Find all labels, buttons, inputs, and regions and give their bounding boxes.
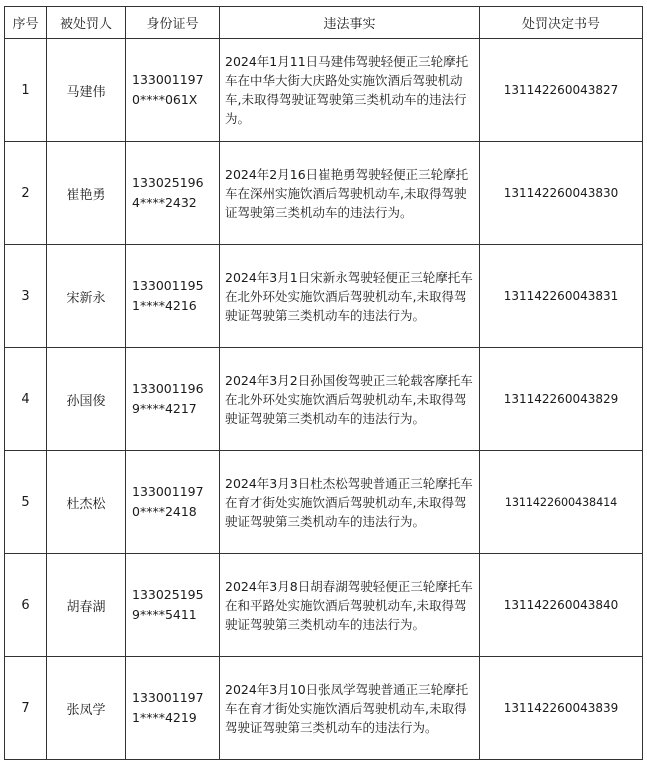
id-number-line2: 9****4217	[132, 401, 197, 416]
id-number-line1: 133025195	[132, 587, 204, 602]
id-number-line2: 9****5411	[132, 607, 197, 622]
decision-number: 131142260043830	[480, 142, 643, 245]
id-number-line2: 4****2432	[132, 195, 197, 210]
decision-number: 131142260043831	[480, 245, 643, 348]
decision-number: 131142260043839	[480, 657, 643, 760]
decision-number: 1311422600438414	[480, 451, 643, 554]
id-number-line1: 133001195	[132, 278, 204, 293]
person-name: 马建伟	[47, 39, 126, 142]
table-row	[5, 348, 643, 451]
id-number-line2: 0****061X	[132, 92, 198, 107]
row-index: 3	[5, 245, 47, 348]
header-decision-no: 处罚决定书号	[480, 7, 643, 39]
id-number-line1: 133001197	[132, 690, 204, 705]
table-row	[5, 39, 643, 142]
id-number-line1: 133001196	[132, 381, 204, 396]
id-number	[126, 348, 220, 451]
header-violation: 违法事实	[220, 7, 480, 39]
header-name: 被处罚人	[47, 7, 126, 39]
header-id-number: 身份证号	[126, 7, 220, 39]
person-name: 宋新永	[47, 245, 126, 348]
id-number-line1: 133001197	[132, 484, 204, 499]
id-number	[126, 554, 220, 657]
table-row	[5, 451, 643, 554]
decision-number: 131142260043829	[480, 348, 643, 451]
id-number-line2: 1****4216	[132, 298, 197, 313]
id-number	[126, 451, 220, 554]
table-row	[5, 554, 643, 657]
id-number-line1: 133001197	[132, 72, 204, 87]
decision-number: 131142260043827	[480, 39, 643, 142]
violation-text: 2024年3月8日胡春湖驾驶轻便正三轮摩托车在和平路处实施饮酒后驾驶机动车,未取得驾驶证驾驶第三类机动车的违法行为。	[220, 554, 480, 657]
id-number-line1: 133025196	[132, 175, 204, 190]
id-number	[126, 142, 220, 245]
person-name: 孙国俊	[47, 348, 126, 451]
violation-text: 2024年2月16日崔艳勇驾驶轻便正三轮摩托车在深州实施饮酒后驾驶机动车,未取得驾驶证驾驶第三类机动车的违法行为。	[220, 142, 480, 245]
row-index: 5	[5, 451, 47, 554]
id-number	[126, 245, 220, 348]
id-number	[126, 39, 220, 142]
row-index: 1	[5, 39, 47, 142]
violation-text: 2024年3月10日张凤学驾驶普通正三轮摩托车在育才街处实施饮酒后驾驶机动车,未取得驾驶证驾驶第三类机动车的违法行为。	[220, 657, 480, 760]
row-index: 6	[5, 554, 47, 657]
id-number	[126, 657, 220, 760]
person-name: 杜杰松	[47, 451, 126, 554]
table-row	[5, 142, 643, 245]
table-row	[5, 657, 643, 760]
row-index: 7	[5, 657, 47, 760]
id-number-line2: 0****2418	[132, 504, 197, 519]
penalty-table	[4, 6, 643, 760]
violation-text: 2024年3月2日孙国俊驾驶正三轮载客摩托车在北外环处实施饮酒后驾驶机动车,未取得驾驶证驾驶第三类机动车的违法行为。	[220, 348, 480, 451]
id-number-line2: 1****4219	[132, 710, 197, 725]
violation-text: 2024年3月1日宋新永驾驶轻便正三轮摩托车在北外环处实施饮酒后驾驶机动车,未取得驾驶证驾驶第三类机动车的违法行为。	[220, 245, 480, 348]
row-index: 2	[5, 142, 47, 245]
row-index: 4	[5, 348, 47, 451]
person-name: 胡春湖	[47, 554, 126, 657]
header-index: 序号	[5, 7, 47, 39]
decision-number: 131142260043840	[480, 554, 643, 657]
person-name: 张凤学	[47, 657, 126, 760]
header-row	[5, 7, 643, 39]
violation-text: 2024年3月3日杜杰松驾驶普通正三轮摩托车在育才街处实施饮酒后驾驶机动车,未取得驾驶证驾驶第三类机动车的违法行为。	[220, 451, 480, 554]
violation-text: 2024年1月11日马建伟驾驶轻便正三轮摩托车在中华大街大庆路处实施饮酒后驾驶机动车,未取得驾驶证驾驶第三类机动车的违法行为。	[220, 39, 480, 142]
table-row	[5, 245, 643, 348]
person-name: 崔艳勇	[47, 142, 126, 245]
